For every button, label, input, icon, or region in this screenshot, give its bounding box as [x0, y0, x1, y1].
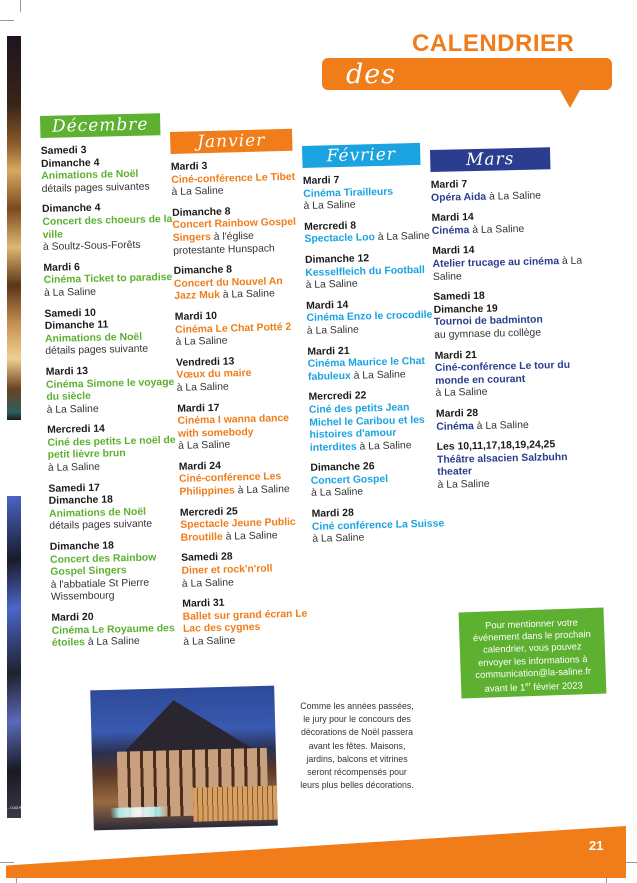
event-item	[437, 438, 603, 492]
event-date: Dimanche 18	[49, 540, 115, 553]
event-item	[46, 364, 182, 417]
event-date: Mardi 17	[177, 402, 220, 415]
event-item	[174, 263, 307, 304]
event-date: Dimanche 26	[310, 461, 375, 475]
page-title: CALENDRIER	[412, 30, 575, 57]
event-date: Mardi 14	[431, 212, 474, 225]
month-header-december: Décembre	[40, 113, 160, 138]
event-place: à La Saline	[183, 635, 236, 648]
event-place: à La Saline	[176, 381, 229, 394]
event-item	[175, 308, 308, 349]
event-title: Concert du Nouvel An Jazz Muk	[173, 275, 283, 303]
notice-line: calendrier, vous pouvez	[482, 640, 582, 656]
event-date: Mardi 3	[170, 161, 208, 173]
event-date: Vendredi 13	[175, 356, 235, 369]
event-place: à La Saline	[472, 223, 525, 236]
event-item	[312, 505, 448, 546]
notice-line: envoyer les informations à	[477, 652, 588, 668]
event-title: Opéra Aida	[430, 191, 487, 204]
event-item	[43, 260, 179, 301]
notice-sup: er	[525, 682, 531, 689]
footer-band	[6, 826, 626, 878]
photo-lights	[98, 806, 178, 818]
event-item	[432, 243, 598, 285]
page-subtitle: des manifestations	[346, 59, 562, 121]
event-place: à La Saline	[310, 486, 364, 500]
event-place: à La Saline	[181, 577, 234, 590]
month-header-february: Février	[302, 143, 421, 168]
notice-line: février 2023	[530, 679, 583, 693]
event-title: Cinéma	[436, 420, 474, 433]
event-date: Dimanche 11	[44, 319, 109, 333]
event-item	[306, 297, 442, 338]
event-title: Théâtre alsacien Salzbuhn theater	[436, 451, 568, 479]
event-item	[181, 550, 314, 591]
subtitle-bubble	[322, 58, 612, 121]
event-title: Animations de Noël	[41, 168, 139, 183]
event-date: Mardi 14	[432, 245, 475, 258]
photo-fence	[193, 786, 278, 822]
event-date: Samedi 3	[40, 144, 87, 157]
event-item	[431, 176, 597, 205]
event-title: Concert des Rainbow Gospel Singers	[49, 552, 157, 579]
event-place: détails pages suivante	[49, 519, 153, 533]
event-date: Dimanche 4	[40, 157, 100, 170]
event-date: Mardi 14	[306, 299, 349, 312]
event-item	[51, 610, 187, 651]
event-date: Mardi 6	[43, 261, 80, 274]
bokeh-photo-strip	[7, 36, 21, 420]
event-place: à La Saline	[87, 636, 140, 649]
event-title: Cinéma Simone le voyage du siècle	[45, 376, 175, 404]
event-title: Atelier trucage au cinéma	[432, 256, 560, 270]
crop-mark	[20, 0, 21, 12]
event-place: à La Saline	[43, 286, 97, 299]
event-date: Mercredi 8	[303, 220, 357, 233]
event-place: à La Saline	[432, 255, 583, 283]
month-header-january: Janvier	[170, 129, 293, 154]
event-place: à La Saline	[476, 419, 529, 432]
event-title: Vœux du maire	[176, 368, 252, 382]
event-item	[171, 159, 304, 200]
event-title: Diner et rock'n'roll	[181, 563, 273, 577]
event-date: Mardi 28	[435, 407, 479, 420]
event-item	[304, 218, 440, 247]
event-date: Mardi 13	[45, 365, 89, 378]
event-item	[435, 347, 601, 401]
month-header-march: Mars	[430, 147, 550, 172]
event-place: à La Saline	[306, 324, 359, 337]
notice-line: Pour mentionner votre	[484, 616, 579, 631]
event-item	[310, 460, 446, 501]
event-date: Mardi 28	[311, 507, 354, 520]
event-date: Samedi 18	[433, 290, 485, 304]
event-item	[303, 172, 439, 213]
strip-caption: ...0,63 €	[7, 805, 22, 810]
event-date: Mardi 20	[51, 611, 94, 624]
event-place: à La Saline	[175, 335, 228, 349]
event-place: à La Saline	[435, 387, 488, 400]
event-item	[308, 389, 445, 455]
event-date: Mardi 21	[307, 345, 350, 358]
event-title: Cinéma Maurice le Chat fabuleux	[307, 355, 426, 383]
event-title: Concert Rainbow Gospel Singers	[172, 217, 297, 244]
event-title: Cinéma Tirailleurs	[303, 186, 394, 200]
notice-line: avant le 1	[484, 681, 526, 694]
event-item	[307, 343, 443, 384]
notice-line: événement dans le prochain	[472, 628, 591, 644]
event-item	[50, 539, 186, 605]
event-title: Cinéma Le Chat Potté 2	[175, 321, 292, 336]
event-place: au gymnase du collège	[434, 327, 542, 341]
event-title: Tournoi de badminton	[433, 314, 543, 329]
event-item	[176, 354, 309, 395]
event-date: Mercredi 14	[47, 423, 106, 437]
event-item	[305, 251, 441, 292]
event-place: à La Saline	[47, 461, 101, 474]
event-date: Dimanche 8	[171, 206, 231, 219]
event-place: détails pages suivante	[45, 343, 149, 358]
event-title: Kesselfleich du Football	[305, 264, 425, 279]
event-title: Cinéma Enzo le crocodile	[306, 309, 433, 325]
tree-photo-strip	[7, 496, 21, 818]
event-date: Dimanche 8	[173, 264, 233, 278]
event-place: à La Saline	[178, 439, 231, 453]
event-place: à La Saline	[222, 288, 275, 302]
notice-email-link[interactable]: communication@la-saline.fr	[475, 664, 592, 680]
event-title: Ciné-conférence Les Philippines	[178, 471, 282, 498]
event-place: à La Saline	[46, 403, 99, 416]
event-date: Dimanche 18	[48, 494, 113, 508]
event-place: à La Saline	[377, 231, 430, 244]
event-title: Animations de Noël	[48, 506, 147, 520]
event-title: Ballet sur grand écran Le Lac des cygnes	[182, 608, 308, 636]
event-item	[182, 596, 315, 650]
event-item	[41, 143, 177, 196]
event-place: à Soultz-Sous-Forêts	[42, 239, 141, 254]
event-item	[47, 422, 183, 475]
event-place: à La Saline	[237, 484, 290, 497]
column-december	[40, 113, 187, 659]
event-place: à La Saline	[359, 439, 412, 453]
event-date: Dimanche 12	[304, 253, 370, 266]
event-place: à La Saline	[225, 530, 278, 543]
event-title: Concert Gospel	[310, 473, 389, 487]
event-title: Cinéma Ticket to paradise	[43, 272, 173, 287]
event-title: Spectacle Jeune Public Broutille	[180, 517, 296, 544]
event-date: Samedi 28	[181, 551, 233, 565]
column-january	[170, 129, 316, 658]
event-date: Samedi 17	[48, 482, 100, 495]
event-item	[177, 400, 310, 454]
event-item	[48, 480, 184, 533]
column-march	[430, 146, 603, 500]
event-place: détails pages suivantes	[41, 181, 150, 195]
event-title: Ciné conférence La Suisse	[311, 518, 445, 533]
event-date: Mardi 7	[430, 179, 468, 191]
event-title: Ciné-conférence Le tour du monde en courant	[434, 360, 571, 387]
event-place: à La Saline	[437, 478, 490, 491]
event-place: à l'église protestante Hunspach	[172, 230, 275, 257]
event-date: Mercredi 22	[308, 390, 367, 404]
event-item	[436, 405, 602, 434]
event-place: à La Saline	[171, 185, 224, 199]
event-date: Dimanche 19	[433, 303, 498, 316]
event-item	[431, 209, 597, 238]
event-item	[44, 305, 180, 358]
event-title: Cinéma Le Royaume des étoiles	[51, 622, 175, 650]
event-title: Cinéma	[431, 224, 470, 237]
event-item	[433, 288, 599, 342]
event-title: Ciné-conférence Le Tibet	[171, 171, 296, 186]
event-date: Mardi 10	[174, 310, 218, 323]
event-place: à La Saline	[305, 278, 358, 292]
event-place: à La Saline	[312, 532, 365, 546]
event-place: à l'abbatiale St Pierre Wissembourg	[50, 577, 150, 604]
event-item	[172, 204, 305, 258]
event-place: à La Saline	[353, 369, 406, 382]
event-item	[179, 458, 312, 499]
crop-mark	[0, 20, 14, 21]
event-title: Ciné des petits Le noël de petit lièvre brun	[47, 434, 176, 462]
event-title: Animations de Noël	[44, 331, 143, 345]
photo-caption: Comme les années passées, le jury pour le concours des décorations de Noël passera avant les fêtes. Maisons, jardins, balcons et vitrines seront récompensés pour leurs plus belles décorations.	[300, 701, 414, 791]
page-number: 21	[589, 838, 604, 853]
event-title: Cinéma I wanna dance with somebody	[177, 413, 290, 440]
submission-notice	[459, 607, 607, 698]
event-date: Dimanche 4	[42, 203, 101, 216]
event-date: Mardi 7	[302, 175, 340, 187]
event-item	[42, 201, 178, 254]
event-title: Ciné des petits Jean Michel le Caribou et les histoires d'amour interdites	[308, 402, 425, 454]
column-february	[302, 142, 448, 554]
event-date: Mardi 31	[182, 597, 225, 611]
event-date: Mardi 24	[178, 460, 222, 473]
event-title: Concert des choeurs de la ville	[42, 213, 173, 241]
event-date: Mardi 21	[434, 349, 477, 362]
crop-mark	[0, 862, 14, 863]
event-date: Les 10,11,17,18,19,24,25	[436, 439, 556, 454]
event-item	[180, 504, 313, 545]
event-place: à La Saline	[488, 190, 542, 203]
event-place: à La Saline	[303, 199, 356, 213]
event-date: Mercredi 25	[179, 506, 238, 519]
event-date: Samedi 10	[44, 307, 97, 320]
event-title: Spectacle Loo	[304, 232, 376, 246]
christmas-house-photo	[90, 686, 278, 831]
